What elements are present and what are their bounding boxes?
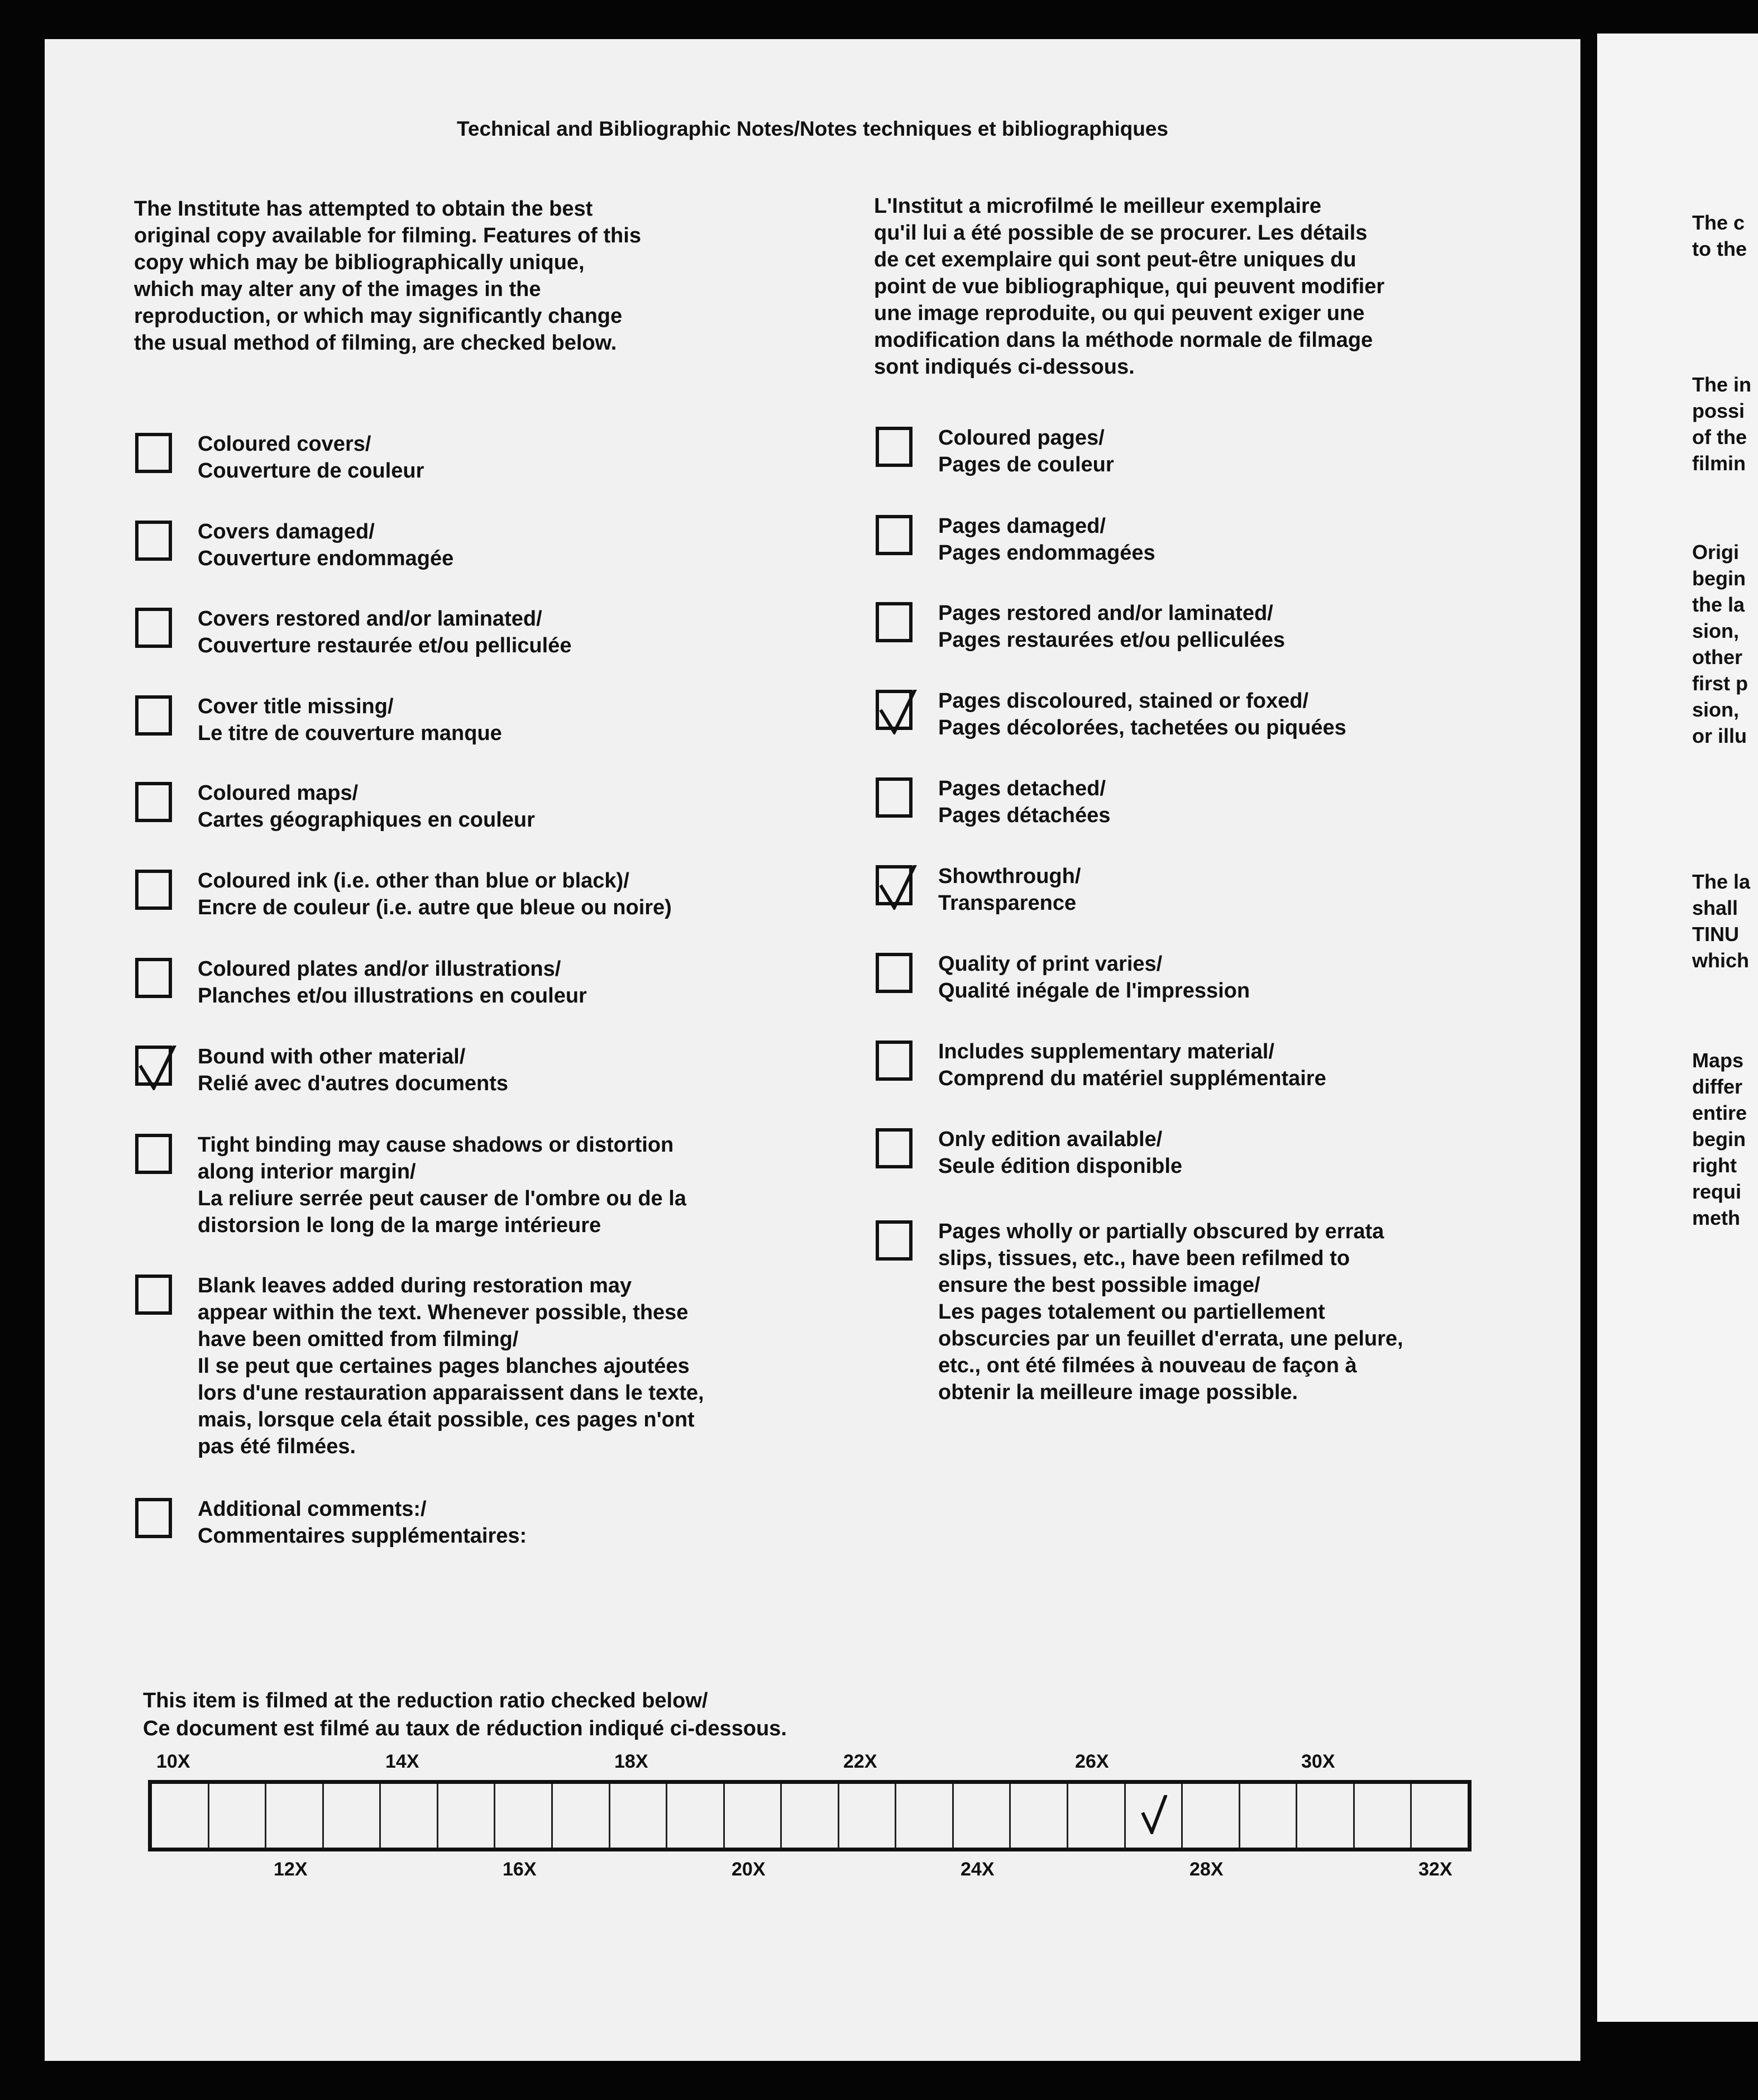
checklist-item-label: Coloured maps/ Cartes géographiques en couleur <box>198 781 535 832</box>
ratio-label: 18X <box>614 1751 648 1772</box>
adjacent-page-text: filmin <box>1692 452 1746 475</box>
checkmark-icon <box>876 690 917 734</box>
checkbox <box>876 1041 913 1081</box>
checklist-item-label: Only edition available/ Seule édition disponible <box>938 1128 1183 1178</box>
checkbox <box>135 958 172 998</box>
adjacent-page-text: sion, <box>1692 698 1740 721</box>
checklist-item-label: Includes supplementary material/ Comprend du matériel supplémentaire <box>938 1040 1326 1090</box>
checklist-item-label: Cover title missing/ Le titre de couverture manque <box>198 695 502 745</box>
adjacent-page-text: differ <box>1692 1075 1742 1098</box>
checkbox <box>135 1498 172 1538</box>
reduction-ratio-grid <box>148 1780 1472 1851</box>
ratio-cell <box>839 1784 897 1848</box>
ratio-label: 28X <box>1189 1859 1224 1880</box>
adjacent-page-text: to the <box>1692 237 1747 260</box>
adjacent-page-text: other <box>1692 646 1742 669</box>
ratio-cell <box>954 1784 1011 1848</box>
reduction-ratio-text: This item is filmed at the reduction ratio checked below/ Ce document est filmé au taux de réduction indiqué ci-dessous. <box>143 1689 787 1740</box>
checklist-item-label: Coloured plates and/or illustrations/ Planches et/ou illustrations en couleur <box>198 957 587 1008</box>
checkbox <box>135 433 172 473</box>
ratio-cell <box>438 1784 496 1848</box>
adjacent-page-text: begin <box>1692 567 1746 590</box>
adjacent-page-text: of the <box>1692 426 1747 448</box>
checklist-item-label: Coloured ink (i.e. other than blue or black)/ Encre de couleur (i.e. autre que bleue ou noire) <box>198 869 672 919</box>
checkbox <box>876 1128 913 1168</box>
page-title: Technical and Bibliographic Notes/Notes techniques et bibliographiques <box>457 117 1168 140</box>
ratio-label: 26X <box>1075 1751 1109 1772</box>
ratio-cell <box>1183 1784 1240 1848</box>
ratio-label: 22X <box>843 1751 877 1772</box>
checkbox <box>135 1134 172 1174</box>
ratio-cell <box>1355 1784 1412 1848</box>
checkbox <box>135 782 172 822</box>
notes-sheet <box>45 39 1580 2061</box>
checklist-item-label: Quality of print varies/ Qualité inégale de l'impression <box>938 952 1250 1003</box>
checkbox <box>135 521 172 561</box>
adjacent-page-text: TINU <box>1692 923 1739 946</box>
checklist-item-label: Tight binding may cause shadows or distortion along interior margin/ La reliure serrée peut causer de l'ombre ou de la distorsion le long de la marge intérieure <box>198 1133 686 1237</box>
checkbox <box>876 1220 913 1261</box>
checkbox <box>876 602 913 642</box>
adjacent-page-text: entire <box>1692 1101 1747 1124</box>
adjacent-page-text: the la <box>1692 593 1745 616</box>
adjacent-page-text: right <box>1692 1154 1737 1177</box>
adjacent-page <box>1597 34 1758 2022</box>
checklist-item-label: Blank leaves added during restoration may appear within the text. Whenever possible, these have been omitted from filming/ Il se peut que certaines pages blanches ajoutées lors d'une restauration apparaissent dans le texte, mais, lorsque cela était possible, ces pages n'ont pas été filmées. <box>198 1274 704 1458</box>
intro-french: L'Institut a microfilmé le meilleur exemplaire qu'il lui a été possible de se procurer. Les détails de cet exemplaire qui sont peut-être uniques du point de vue bibliographique, qui peuvent modifier une image reproduite, ou qui peuvent exiger une modification dans la méthode normale de filmage sont indiqués ci-dessous. <box>874 194 1385 379</box>
ratio-cell <box>1126 1784 1183 1848</box>
checklist-item-label: Bound with other material/ Relié avec d'autres documents <box>198 1045 509 1095</box>
adjacent-page-text: shall <box>1692 896 1738 919</box>
ratio-cell <box>725 1784 782 1848</box>
checkbox <box>135 695 172 736</box>
adjacent-page-text: possi <box>1692 399 1745 422</box>
adjacent-page-text: Maps <box>1692 1049 1744 1072</box>
ratio-label: 20X <box>732 1859 766 1880</box>
ratio-label: 32X <box>1418 1859 1453 1880</box>
ratio-cell <box>1068 1784 1126 1848</box>
ratio-cell <box>266 1784 324 1848</box>
ratio-cell <box>610 1784 668 1848</box>
ratio-cell <box>896 1784 954 1848</box>
checkbox <box>135 608 172 648</box>
checklist-item-label: Pages restored and/or laminated/ Pages restaurées et/ou pelliculées <box>938 602 1285 652</box>
ratio-cell <box>667 1784 725 1848</box>
adjacent-page-text: Origi <box>1692 541 1740 564</box>
ratio-cell <box>1297 1784 1355 1848</box>
ratio-cell <box>381 1784 438 1848</box>
adjacent-page-text: The in <box>1692 373 1751 396</box>
ratio-label: 10X <box>156 1751 190 1772</box>
checklist-item-label: Showthrough/ Transparence <box>938 865 1081 915</box>
ratio-cell <box>209 1784 267 1848</box>
checklist-item-label: Covers restored and/or laminated/ Couverture restaurée et/ou pelliculée <box>198 607 572 657</box>
ratio-cell <box>324 1784 381 1848</box>
ratio-cell <box>495 1784 553 1848</box>
checkbox <box>876 953 913 993</box>
checkmark-icon <box>876 865 917 910</box>
ratio-cell <box>1240 1784 1298 1848</box>
adjacent-page-text: requi <box>1692 1180 1742 1203</box>
ratio-cell <box>1011 1784 1068 1848</box>
intro-english: The Institute has attempted to obtain the best original copy available for filming. Features of this copy which may be bibliographically unique, which may alter any of the images in the reproduction, or which may significantly change the usual method of filming, are checked below. <box>134 197 641 355</box>
ratio-label: 14X <box>385 1751 419 1772</box>
ratio-label: 12X <box>274 1859 308 1880</box>
checklist-item-label: Additional comments:/ Commentaires supplémentaires: <box>198 1497 527 1548</box>
adjacent-page-text: first p <box>1692 672 1749 695</box>
adjacent-page-text: or illu <box>1692 724 1747 747</box>
adjacent-page-text: The la <box>1692 870 1751 893</box>
checklist-item-label: Pages discoloured, stained or foxed/ Pages décolorées, tachetées ou piquées <box>938 689 1346 739</box>
checkbox <box>876 427 913 467</box>
ratio-label: 24X <box>961 1859 995 1880</box>
checklist-item-label: Covers damaged/ Couverture endommagée <box>198 520 454 570</box>
ratio-label: 30X <box>1301 1751 1335 1772</box>
ratio-cell <box>152 1784 209 1848</box>
checklist-item-label: Coloured covers/ Couverture de couleur <box>198 432 424 483</box>
checkmark-icon <box>135 1046 176 1090</box>
checklist-item-label: Pages damaged/ Pages endommagées <box>938 514 1155 565</box>
ratio-cell <box>1412 1784 1468 1848</box>
checklist-item-label: Pages wholly or partially obscured by errata slips, tissues, etc., have been refilmed to ensure the best possible image/ Les pages totalement ou partiellement obscurcies par un feuillet d'errata, une pelure, etc., ont été filmées à nouveau de façon à obtenir la meilleure image possible. <box>938 1220 1403 1404</box>
checklist-item-label: Coloured pages/ Pages de couleur <box>938 426 1114 476</box>
ratio-label: 16X <box>503 1859 537 1880</box>
adjacent-page-text: meth <box>1692 1206 1741 1229</box>
ratio-cell <box>782 1784 839 1848</box>
checklist-item-label: Pages detached/ Pages détachées <box>938 777 1111 827</box>
adjacent-page-text: sion, <box>1692 619 1740 642</box>
checkbox <box>135 870 172 910</box>
ratio-cell <box>553 1784 610 1848</box>
adjacent-page-text: begin <box>1692 1128 1746 1151</box>
checkbox <box>876 777 913 818</box>
adjacent-page-text: which <box>1692 949 1750 972</box>
checkbox <box>135 1275 172 1315</box>
checkbox <box>876 515 913 555</box>
checkmark-icon <box>1139 1795 1167 1834</box>
adjacent-page-text: The c <box>1692 211 1745 234</box>
